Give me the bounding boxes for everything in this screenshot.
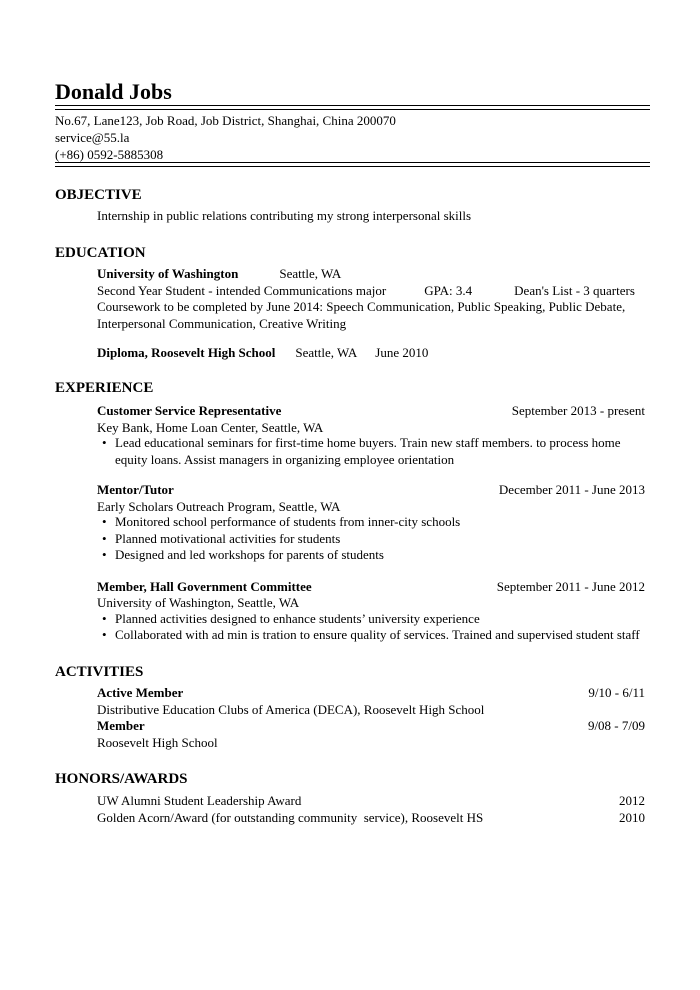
resume-name: Donald Jobs [55, 79, 172, 104]
honors-heading: HONORS/AWARDS [55, 771, 188, 787]
education-heading: EDUCATION [55, 245, 146, 261]
university-name: University of Washington [97, 266, 239, 281]
job-title-row [97, 578, 645, 595]
job-bullet: • Collaborated with ad min is tration to ensure quality of services. Trained and supervised student staff [97, 627, 645, 644]
activity-org: Roosevelt High School [97, 734, 218, 750]
job-bullet: • Lead educational seminars for first-time home buyers. Train new staff members. to process home equity loans. Assist managers in organizing employee orientation [97, 435, 645, 468]
job-dates: December 2011 - June 2013 [498, 482, 645, 497]
job-bullets [97, 514, 645, 564]
job-bullets [97, 611, 645, 644]
job-entry [97, 578, 645, 644]
address-text: No.67, Lane123, Job Road, Job District, Shanghai, China 200070 [55, 113, 396, 128]
contact-block [55, 112, 396, 163]
activity-role: Active Member [97, 685, 184, 700]
job-title-row [97, 402, 645, 419]
email-text: service@55.la [55, 130, 130, 145]
activities-heading: ACTIVITIES [55, 664, 144, 680]
job-bullets [97, 435, 645, 468]
award-name: UW Alumni Student Leadership Award [97, 793, 302, 808]
diploma-name: Diploma, Roosevelt High School [97, 345, 276, 360]
honors-block [97, 792, 645, 825]
job-org: Key Bank, Home Loan Center, Seattle, WA [97, 419, 324, 435]
job-dates: September 2013 - present [511, 403, 645, 418]
header-rule-top-thin [55, 109, 650, 110]
job-bullet: • Planned motivational activities for students [97, 531, 645, 548]
objective-heading: OBJECTIVE [55, 187, 142, 203]
job-title: Customer Service Representative [97, 403, 282, 418]
header-rule-top [55, 105, 650, 106]
job-bullet: • Monitored school performance of students from inner-city schools [97, 514, 645, 531]
objective-text: Internship in public relations contributing my strong interpersonal skills [97, 208, 472, 223]
education-block [97, 265, 645, 361]
university-status-line [97, 282, 645, 299]
job-dates: September 2011 - June 2012 [496, 578, 645, 594]
job-entry [97, 481, 645, 564]
job-bullet: • Planned activities designed to enhance students’ university experience [97, 611, 645, 628]
coursework-line-2: Interpersonal Communication, Creative Writing [97, 315, 347, 331]
coursework-line-1: Coursework to be completed by June 2014: Speech Communication, Public Speaking, Public Debate, [97, 299, 626, 314]
diploma-location: Seattle, WA [295, 345, 358, 360]
award-row [97, 809, 645, 826]
activity-row [97, 717, 645, 734]
header-rule-bottom [55, 162, 650, 163]
deans-list-text: Dean's List - 3 quarters [514, 282, 635, 298]
header-rule-bottom-thin [55, 166, 650, 167]
job-org: University of Washington, Seattle, WA [97, 595, 300, 610]
experience-block [97, 402, 645, 644]
activity-org: Distributive Education Clubs of America (DECA), Roosevelt High School [97, 701, 485, 717]
activity-row [97, 684, 645, 701]
phone-text: (+86) 0592-5885308 [55, 147, 164, 162]
diploma-date: June 2010 [375, 345, 429, 360]
job-bullet: • Designed and led workshops for parents of students [97, 547, 645, 564]
diploma-line [97, 344, 645, 361]
award-year: 2012 [619, 793, 645, 808]
job-org: Early Scholars Outreach Program, Seattle, WA [97, 498, 341, 514]
activities-block [97, 684, 645, 750]
activity-role: Member [97, 718, 145, 733]
university-location: Seattle, WA [279, 266, 342, 281]
activity-dates: 9/08 - 7/09 [587, 718, 645, 733]
university-status: Second Year Student - intended Communications major [97, 282, 387, 298]
award-year: 2010 [619, 809, 645, 825]
university-line [97, 265, 645, 282]
experience-heading: EXPERIENCE [55, 380, 154, 396]
job-title: Member, Hall Government Committee [97, 578, 312, 594]
gpa-text: GPA: 3.4 [424, 282, 473, 298]
activity-dates: 9/10 - 6/11 [588, 685, 645, 700]
job-title-row [97, 481, 645, 498]
award-name: Golden Acorn/Award (for outstanding community service), Roosevelt HS [97, 809, 484, 825]
job-entry [97, 402, 645, 468]
objective-block [97, 207, 645, 224]
award-row [97, 792, 645, 809]
job-title: Mentor/Tutor [97, 482, 174, 497]
